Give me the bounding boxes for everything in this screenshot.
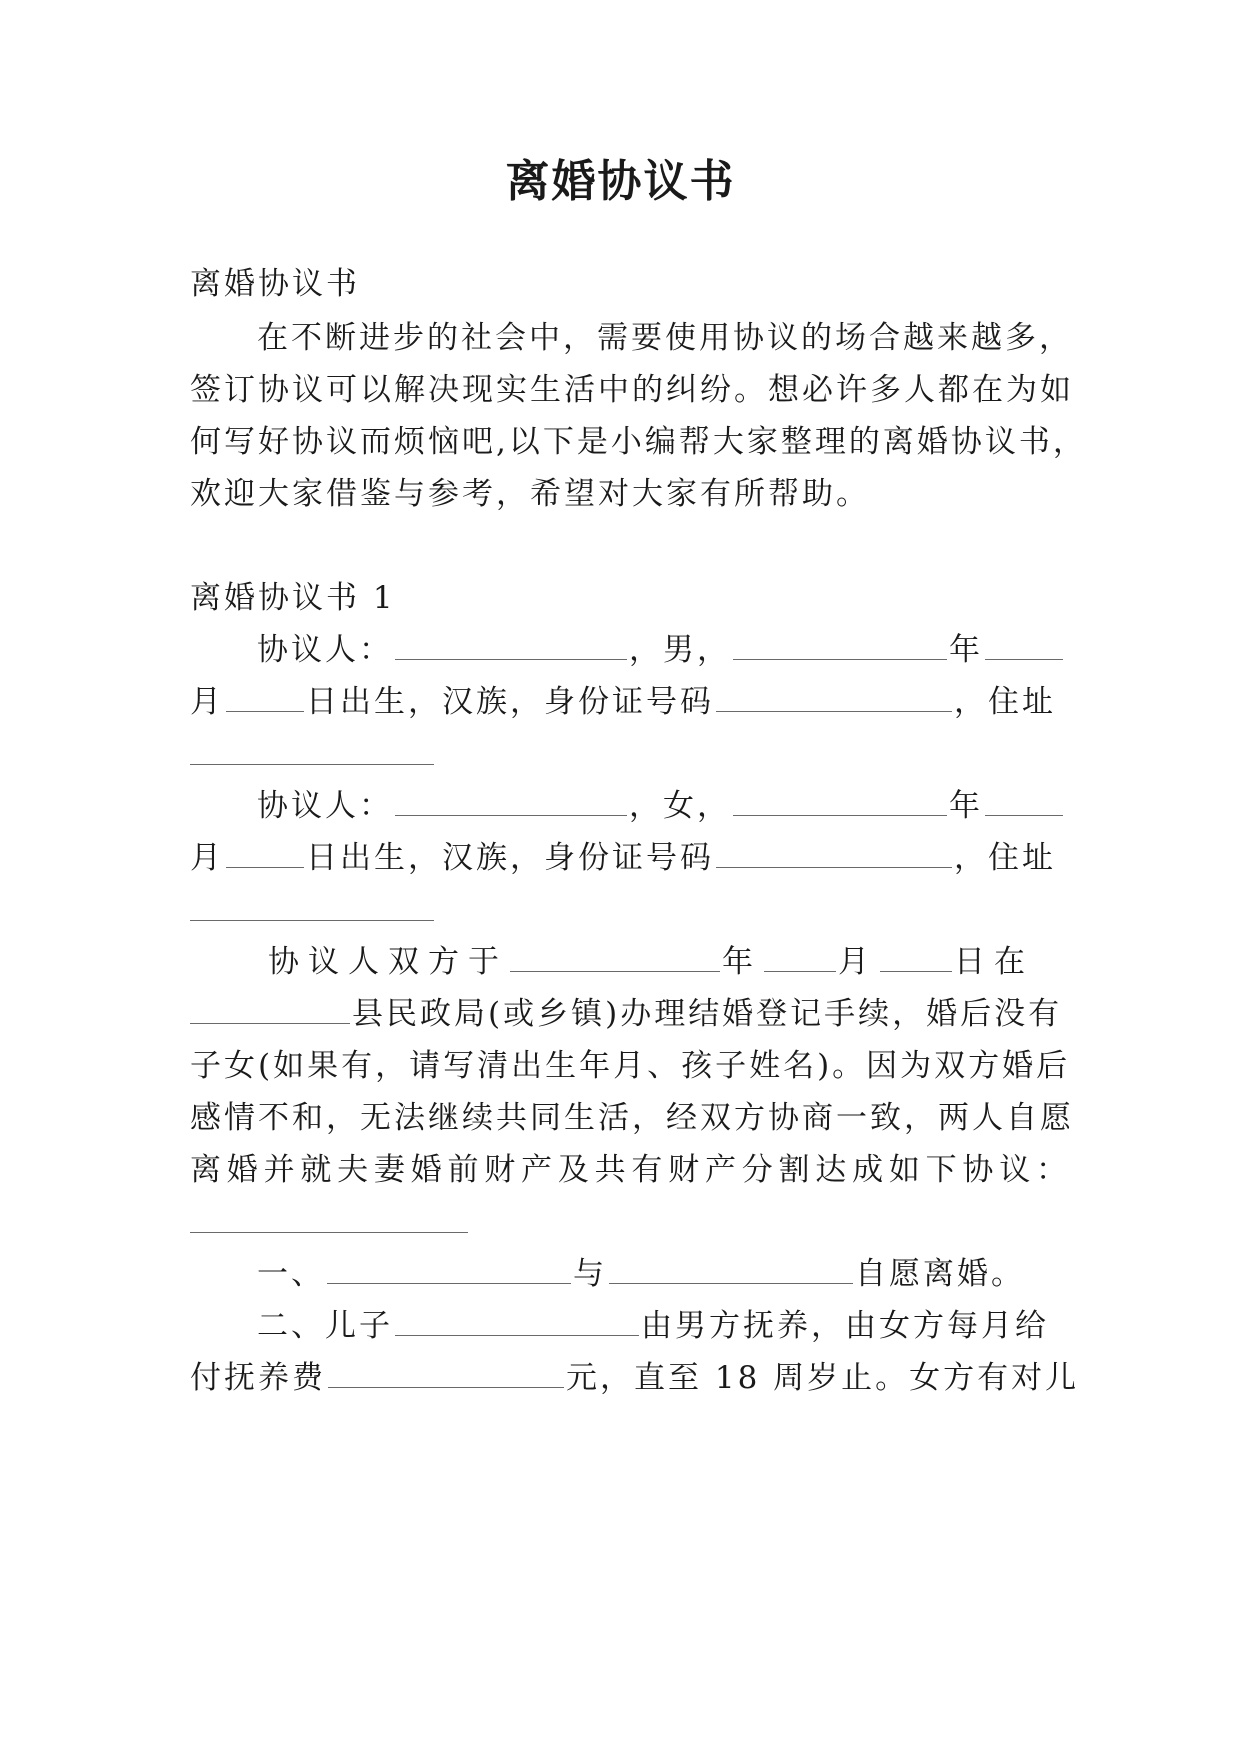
- marriage-line-1: [268, 942, 1081, 982]
- clause-2-line-1: [257, 1306, 1070, 1346]
- year-label: 年: [949, 632, 983, 668]
- section-heading: 离婚协议书: [190, 266, 360, 302]
- document-title: 离婚协议书: [505, 156, 736, 207]
- marriage-year-blank[interactable]: [510, 945, 720, 972]
- clause-2-line2-prefix: 付抚养费: [190, 1360, 326, 1396]
- born-label: 日出生，汉族，身份证号码: [306, 684, 714, 720]
- party-woman-label: 协议人：: [257, 788, 393, 824]
- name-blank[interactable]: [395, 789, 627, 816]
- clause-2-prefix: 二、儿子: [257, 1308, 393, 1344]
- marriage-registration-text: 县民政局(或乡镇)办理结婚登记手续，婚后没有: [352, 996, 1063, 1032]
- party-man-line-1: [257, 630, 1070, 670]
- name-blank[interactable]: [395, 633, 627, 660]
- clause-2-line2-suffix: 元，直至 18 周岁止。女方有对儿: [566, 1360, 1080, 1396]
- day-label: 日在: [954, 944, 1034, 980]
- marriage-start: 协议人双方于: [268, 944, 508, 980]
- born-label: 日出生，汉族，身份证号码: [306, 840, 714, 876]
- party-a-blank[interactable]: [327, 1257, 571, 1284]
- party-man-label: 协议人：: [257, 632, 393, 668]
- marriage-line-2: [190, 994, 1070, 1034]
- address-blank[interactable]: [190, 764, 434, 765]
- year-label: 年: [722, 944, 762, 980]
- marriage-line-5: 离婚并就夫妻婚前财产及共有财产分割达成如下协议：: [190, 1152, 1070, 1188]
- intro-line-1: 在不断进步的社会中，需要使用协议的场合越来越多，: [257, 320, 1073, 356]
- support-amount-blank[interactable]: [328, 1361, 564, 1388]
- son-name-blank[interactable]: [395, 1309, 639, 1336]
- clause-2-mid: 由男方抚养，由女方每月给: [641, 1308, 1049, 1344]
- birth-year-blank[interactable]: [733, 633, 947, 660]
- address-blank[interactable]: [190, 920, 434, 921]
- address-label: ，住址: [954, 684, 1056, 720]
- clause-2-line-2: [190, 1358, 1080, 1398]
- party-b-blank[interactable]: [609, 1257, 853, 1284]
- party-woman-gender: ，女，: [629, 788, 731, 824]
- id-number-blank[interactable]: [716, 841, 952, 868]
- county-blank[interactable]: [190, 997, 350, 1024]
- clause-1-prefix: 一、: [257, 1256, 325, 1292]
- address-label: ，住址: [954, 840, 1056, 876]
- agreement-blank[interactable]: [190, 1232, 468, 1233]
- party-woman-line-1: [257, 786, 1070, 826]
- month-label: 月: [190, 840, 224, 876]
- birth-month-blank[interactable]: [985, 789, 1063, 816]
- month-label: 月: [838, 944, 878, 980]
- id-number-blank[interactable]: [716, 685, 952, 712]
- marriage-day-blank[interactable]: [880, 945, 952, 972]
- month-label: 月: [190, 684, 224, 720]
- clause-1-mid: 与: [573, 1256, 607, 1292]
- party-woman-line-2: [190, 838, 1070, 878]
- intro-line-3: 何写好协议而烦恼吧,以下是小编帮大家整理的离婚协议书，: [190, 424, 1087, 460]
- marriage-line-4: 感情不和，无法继续共同生活，经双方协商一致，两人自愿: [190, 1100, 1074, 1136]
- intro-line-2: 签订协议可以解决现实生活中的纠纷。想必许多人都在为如: [190, 372, 1074, 408]
- birth-day-blank[interactable]: [226, 841, 304, 868]
- year-label: 年: [949, 788, 983, 824]
- section1-heading: 离婚协议书 1: [190, 580, 396, 616]
- birth-month-blank[interactable]: [985, 633, 1063, 660]
- intro-line-4: 欢迎大家借鉴与参考，希望对大家有所帮助。: [190, 476, 870, 512]
- clause-1-suffix: 自愿离婚。: [855, 1256, 1025, 1292]
- marriage-month-blank[interactable]: [764, 945, 836, 972]
- birth-year-blank[interactable]: [733, 789, 947, 816]
- birth-day-blank[interactable]: [226, 685, 304, 712]
- party-man-line-2: [190, 682, 1070, 722]
- marriage-line-3: 子女(如果有，请写清出生年月、孩子姓名)。因为双方婚后: [190, 1048, 1071, 1084]
- party-man-gender: ，男，: [629, 632, 731, 668]
- clause-1: [257, 1254, 1070, 1294]
